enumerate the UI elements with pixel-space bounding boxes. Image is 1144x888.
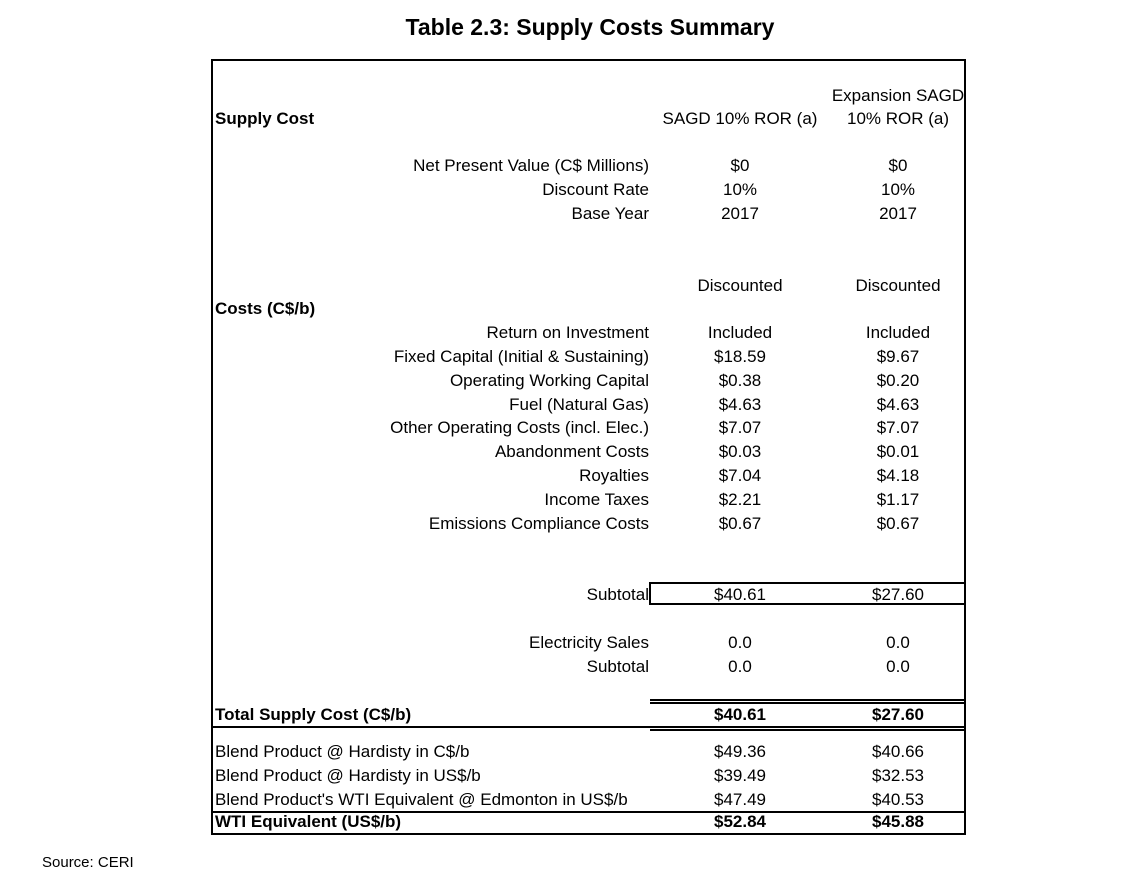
cost-value: $4.63 bbox=[876, 395, 920, 414]
param-value: 10% bbox=[880, 180, 916, 199]
electricity-subtotal-label: Subtotal bbox=[586, 657, 649, 676]
costs-heading: Costs (C$/b) bbox=[215, 299, 316, 318]
subtotal-rule-left bbox=[649, 582, 651, 604]
cost-value: $0.03 bbox=[718, 442, 762, 461]
cost-label: Fixed Capital (Initial & Sustaining) bbox=[393, 347, 649, 366]
blend-label: Blend Product's WTI Equivalent @ Edmonton in US$/b bbox=[215, 790, 628, 809]
wti-equivalent-label: WTI Equivalent (US$/b) bbox=[215, 812, 402, 831]
cost-label: Income Taxes bbox=[544, 490, 649, 509]
cost-label: Operating Working Capital bbox=[449, 371, 649, 390]
subtotal-value: $27.60 bbox=[872, 585, 924, 604]
table-title: Table 2.3: Supply Costs Summary bbox=[405, 14, 775, 40]
wti-equivalent-value: $52.84 bbox=[714, 812, 766, 831]
subtotal-value: $40.61 bbox=[714, 585, 766, 604]
blend-value: $49.36 bbox=[714, 742, 766, 761]
blend-value: $40.53 bbox=[872, 790, 924, 809]
blend-value: $40.66 bbox=[872, 742, 924, 761]
cost-label: Royalties bbox=[579, 466, 649, 485]
param-label: Discount Rate bbox=[542, 180, 649, 199]
param-value: $0 bbox=[730, 156, 750, 175]
cost-value: $18.59 bbox=[714, 347, 766, 366]
param-value: 10% bbox=[722, 180, 758, 199]
cost-value: $4.18 bbox=[876, 466, 920, 485]
cost-value: $0.38 bbox=[718, 371, 762, 390]
total-rule-top-2 bbox=[650, 702, 965, 704]
electricity-value: 0.0 bbox=[728, 633, 752, 652]
cost-value: $9.67 bbox=[876, 347, 920, 366]
param-label: Net Present Value (C$ Millions) bbox=[413, 156, 649, 175]
cost-value: $0.67 bbox=[876, 514, 920, 533]
total-rule-bottom-2 bbox=[650, 729, 965, 731]
blend-label: Blend Product @ Hardisty in C$/b bbox=[215, 742, 470, 761]
electricity-value: 0.0 bbox=[886, 633, 910, 652]
param-value: 2017 bbox=[879, 204, 917, 223]
subtotal-label: Subtotal bbox=[586, 585, 649, 604]
cost-label: Other Operating Costs (incl. Elec.) bbox=[390, 418, 649, 437]
wti-equivalent-value: $45.88 bbox=[872, 812, 924, 831]
cost-value: $4.63 bbox=[718, 395, 762, 414]
column-header-expansion-line2: 10% ROR (a) bbox=[846, 109, 950, 128]
total-supply-cost-label: Total Supply Cost (C$/b) bbox=[215, 705, 412, 724]
cost-value: Included bbox=[865, 323, 931, 342]
blend-label: Blend Product @ Hardisty in US$/b bbox=[215, 766, 481, 785]
electricity-subtotal-value: 0.0 bbox=[886, 657, 910, 676]
blend-value: $32.53 bbox=[872, 766, 924, 785]
cost-value: $0.67 bbox=[718, 514, 762, 533]
blend-value: $47.49 bbox=[714, 790, 766, 809]
discounted-label: Discounted bbox=[697, 276, 783, 295]
param-value: 2017 bbox=[721, 204, 759, 223]
electricity-label: Electricity Sales bbox=[529, 633, 649, 652]
supply-cost-heading: Supply Cost bbox=[215, 109, 315, 128]
cost-value: $0.20 bbox=[876, 371, 920, 390]
total-rule-bottom-1 bbox=[211, 726, 966, 728]
column-header-sagd: SAGD 10% ROR (a) bbox=[662, 109, 818, 128]
cost-value: $7.07 bbox=[718, 418, 762, 437]
cost-value: $7.07 bbox=[876, 418, 920, 437]
blend-value: $39.49 bbox=[714, 766, 766, 785]
total-supply-cost-value: $40.61 bbox=[714, 705, 766, 724]
cost-label: Abandonment Costs bbox=[494, 442, 649, 461]
cost-value: $1.17 bbox=[876, 490, 920, 509]
cost-label: Return on Investment bbox=[486, 323, 649, 342]
cost-value: $0.01 bbox=[876, 442, 920, 461]
cost-value: $7.04 bbox=[718, 466, 762, 485]
electricity-subtotal-value: 0.0 bbox=[728, 657, 752, 676]
cost-value: $2.21 bbox=[718, 490, 762, 509]
total-rule-top-1 bbox=[650, 699, 965, 701]
param-label: Base Year bbox=[571, 204, 649, 223]
discounted-label: Discounted bbox=[855, 276, 941, 295]
column-header-expansion-line1: Expansion SAGD bbox=[831, 86, 965, 105]
param-value: $0 bbox=[888, 156, 908, 175]
source-note: Source: CERI bbox=[42, 854, 134, 871]
total-supply-cost-value: $27.60 bbox=[872, 705, 924, 724]
cost-value: Included bbox=[707, 323, 773, 342]
cost-label: Fuel (Natural Gas) bbox=[509, 395, 649, 414]
cost-label: Emissions Compliance Costs bbox=[428, 514, 649, 533]
subtotal-rule-top bbox=[649, 582, 965, 584]
